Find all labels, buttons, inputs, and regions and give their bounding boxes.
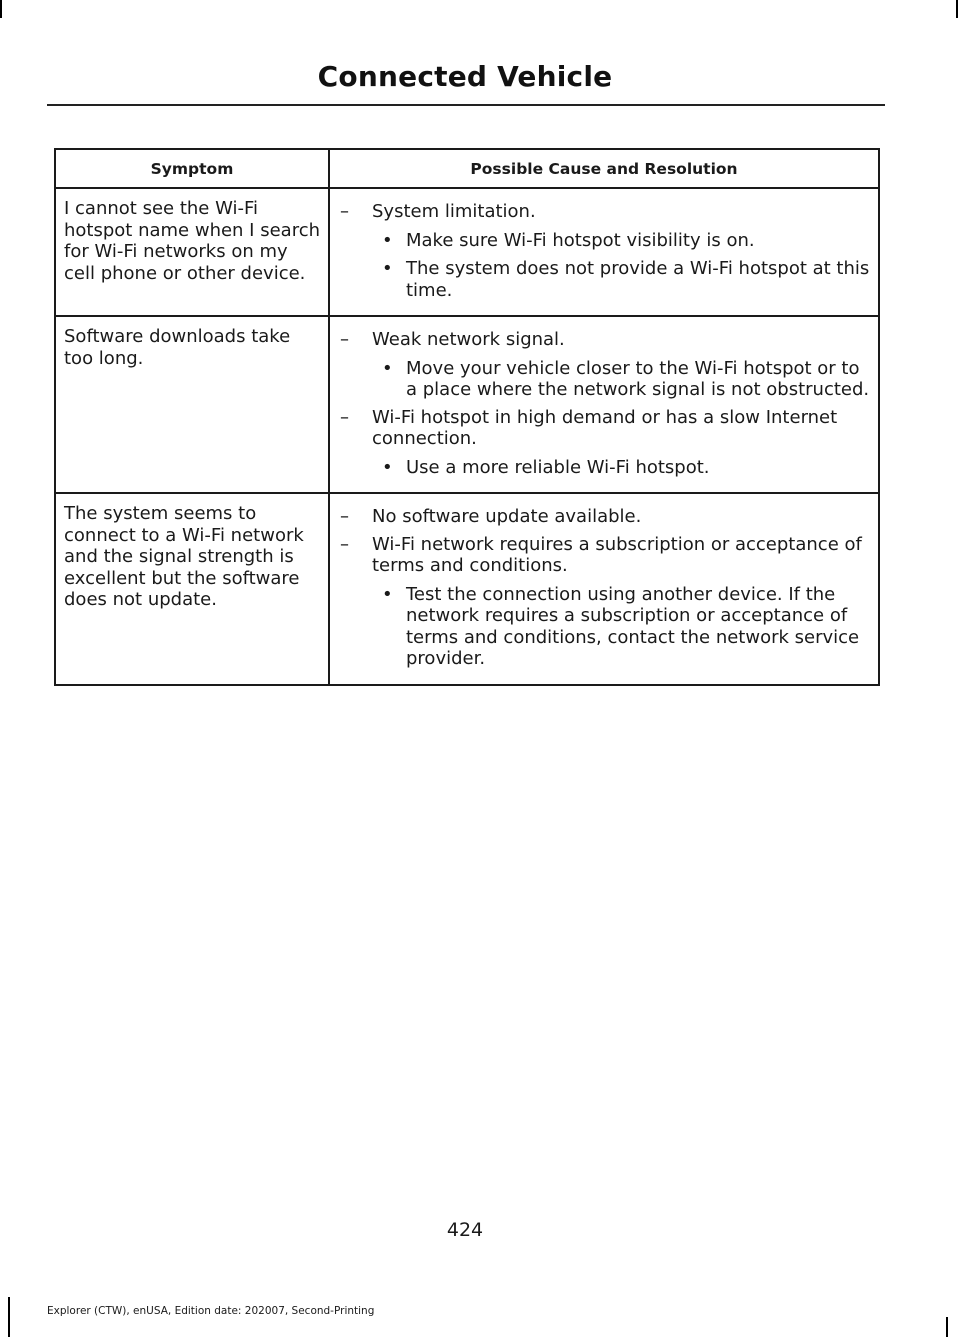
- crop-mark-top-right: [956, 0, 958, 18]
- crop-mark-top-left: [0, 0, 2, 18]
- cause-text: Weak network signal.: [372, 329, 565, 350]
- cause-text: Wi-Fi hotspot in high demand or has a slow Internet connection.: [372, 406, 838, 449]
- resolution-text: Test the connection using another device. If the network requires a subscription or acceptance of terms and conditions, contact the network service provider.: [406, 583, 860, 669]
- resolution-item: [330, 258, 872, 301]
- bullet-marker: •: [382, 229, 393, 251]
- bullet-marker: •: [382, 583, 393, 605]
- page-number: 424: [446, 1219, 484, 1241]
- resolution-text: Use a more reliable Wi-Fi hotspot.: [406, 456, 710, 478]
- symptom-cell: The system seems to connect to a Wi-Fi network and the signal strength is excellent but the software does not update.: [55, 493, 329, 685]
- cause-text: Wi-Fi network requires a subscription or acceptance of terms and conditions.: [372, 533, 862, 576]
- resolution-item: [330, 230, 872, 252]
- crop-mark-bottom-right: [946, 1317, 948, 1337]
- header-cause: Possible Cause and Resolution: [329, 149, 879, 188]
- cause-item: [330, 407, 872, 450]
- troubleshooting-table: [54, 148, 880, 686]
- cause-cell: [329, 188, 879, 316]
- symptom-cell: Software downloads take too long.: [55, 316, 329, 493]
- crop-mark-bottom-left: [8, 1297, 10, 1337]
- cause-text: System limitation.: [372, 201, 536, 222]
- table-row: [55, 493, 879, 685]
- title-divider: [47, 104, 885, 106]
- page-title: Connected Vehicle: [317, 60, 613, 93]
- table-row: [55, 316, 879, 493]
- resolution-text: Move your vehicle closer to the Wi-Fi hotspot or to a place where the network signal is not obstructed.: [406, 357, 870, 400]
- cause-item: [330, 534, 872, 577]
- symptom-cell: I cannot see the Wi-Fi hotspot name when I search for Wi-Fi networks on my cell phone or other device.: [55, 188, 329, 316]
- cause-cell: [329, 493, 879, 685]
- dash-marker: –: [340, 329, 349, 350]
- footer-edition-info: Explorer (CTW), enUSA, Edition date: 202007, Second-Printing: [47, 1305, 375, 1317]
- bullet-marker: •: [382, 258, 393, 279]
- table-header-row: [55, 149, 879, 188]
- cause-item: [330, 329, 872, 351]
- dash-marker: –: [340, 406, 349, 428]
- dash-marker: –: [340, 533, 349, 555]
- bullet-marker: •: [382, 456, 393, 478]
- resolution-text: The system does not provide a Wi-Fi hotspot at this time.: [406, 258, 870, 301]
- resolution-item: [330, 358, 872, 401]
- resolution-item: [330, 584, 872, 670]
- cause-item: [330, 201, 872, 223]
- cause-cell: [329, 316, 879, 493]
- bullet-marker: •: [382, 357, 393, 379]
- table-row: [55, 188, 879, 316]
- dash-marker: –: [340, 201, 349, 222]
- cause-text: No software update available.: [372, 506, 642, 527]
- cause-item: [330, 506, 872, 528]
- resolution-item: [330, 457, 872, 479]
- dash-marker: –: [340, 506, 349, 527]
- resolution-text: Make sure Wi-Fi hotspot visibility is on.: [406, 229, 755, 251]
- header-symptom: Symptom: [55, 149, 329, 188]
